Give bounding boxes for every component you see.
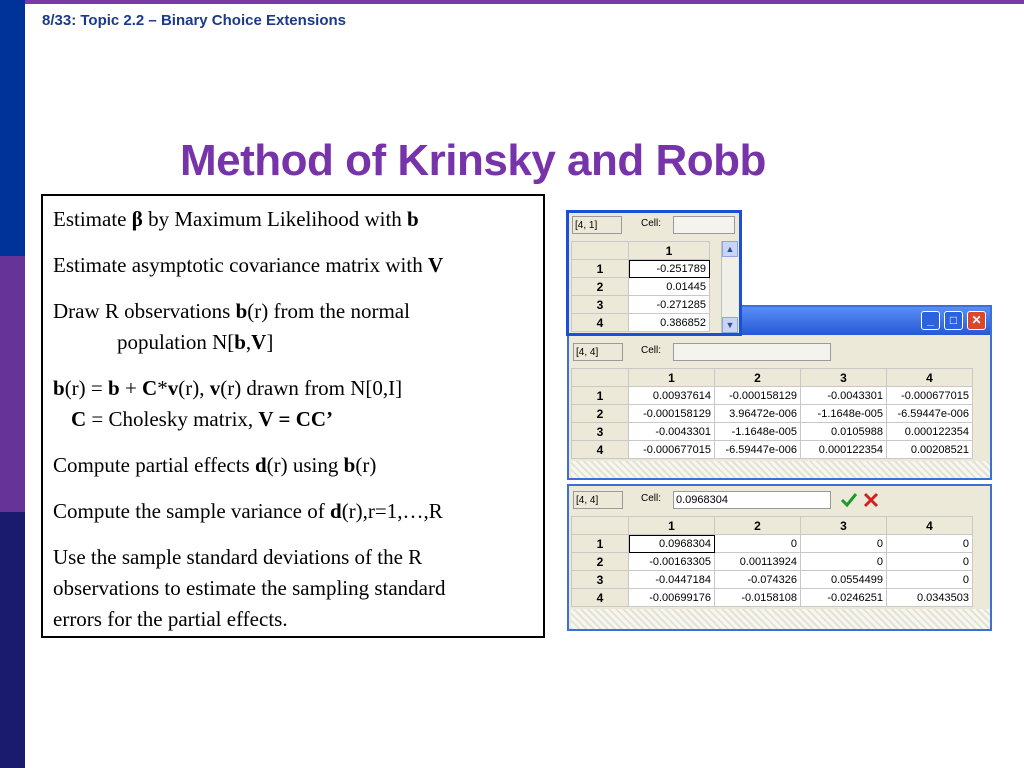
grid-header-row [572,242,710,260]
grid-cell[interactable]: 0 [801,553,887,571]
grid-cell[interactable]: -0.271285 [629,296,710,314]
grid-cell[interactable]: -6.59447e-006 [715,441,801,459]
grid-cell[interactable]: -0.00699176 [629,589,715,607]
row-header[interactable]: 2 [572,553,629,571]
beta-vector-grid [571,241,710,332]
check-icon[interactable] [839,491,859,509]
grid-cell[interactable]: -1.1648e-005 [801,405,887,423]
grid-cell[interactable]: 0 [887,553,973,571]
col-header[interactable]: 1 [629,517,715,535]
table-row [572,296,710,314]
col-header[interactable]: 4 [887,369,973,387]
table-row [572,553,973,571]
side-bar-top [0,0,25,256]
grid-cell[interactable]: -0.0043301 [801,387,887,405]
vertical-scrollbar[interactable] [721,241,738,333]
grid-cell[interactable]: -1.1648e-005 [715,423,801,441]
cholesky-matrix-window [567,484,992,631]
maximize-button[interactable]: □ [944,311,963,330]
cell-address: [4, 1] [572,216,622,234]
grid-cell[interactable]: 0.0105988 [801,423,887,441]
row-header[interactable]: 4 [572,314,629,332]
step-draw-formula: b(r) = b + C*v(r), v(r) drawn from N[0,I] C = Cholesky matrix, V = CC’ [53,373,543,435]
grid-cell[interactable]: 0.0343503 [887,589,973,607]
corner-cell [572,369,629,387]
side-bar-middle [0,256,25,512]
table-row [572,278,710,296]
grid-cell[interactable]: 0.386852 [629,314,710,332]
step-standard-errors: Use the sample standard deviations of the R observations to estimate the sampling standard errors for the partial effects. [53,545,446,631]
slide-title: Method of Krinsky and Robb [180,136,766,185]
row-header[interactable]: 2 [572,405,629,423]
cell-value-input[interactable] [673,216,735,234]
grid-cell-selected[interactable]: -0.251789 [629,260,710,278]
row-header[interactable]: 3 [572,571,629,589]
grid-empty-area [571,461,990,478]
row-header[interactable]: 1 [572,260,629,278]
slide-header: 8/33: Topic 2.2 – Binary Choice Extensions [42,12,346,29]
grid-cell[interactable]: 0 [887,571,973,589]
grid-header-row [572,517,973,535]
grid-cell[interactable]: -0.074326 [715,571,801,589]
grid-cell[interactable]: -6.59447e-006 [887,405,973,423]
col-header[interactable]: 4 [887,517,973,535]
grid-cell[interactable]: -0.0246251 [801,589,887,607]
col-header[interactable]: 3 [801,517,887,535]
grid-cell[interactable]: 0.0554499 [801,571,887,589]
grid-header-row [572,369,973,387]
col-header[interactable]: 2 [715,369,801,387]
row-header[interactable]: 3 [572,296,629,314]
grid-cell[interactable]: -0.000158129 [715,387,801,405]
grid-cell[interactable]: 0.00113924 [715,553,801,571]
grid-cell[interactable]: 0.00208521 [887,441,973,459]
table-row [572,260,710,278]
cell-label: Cell: [641,218,662,229]
col-header[interactable]: 2 [715,517,801,535]
table-row [572,423,973,441]
grid-cell[interactable]: 0 [801,535,887,553]
grid-cell[interactable]: 3.96472e-006 [715,405,801,423]
grid-cell[interactable]: -0.000677015 [887,387,973,405]
grid-cell-selected[interactable]: 0.0968304 [629,535,715,553]
grid-cell[interactable]: 0.000122354 [801,441,887,459]
table-row [572,571,973,589]
table-row [572,535,973,553]
grid-cell[interactable]: -0.0447184 [629,571,715,589]
row-header[interactable]: 1 [572,387,629,405]
row-header[interactable]: 4 [572,441,629,459]
table-row [572,405,973,423]
cell-address: [4, 4] [573,343,623,361]
minimize-button[interactable]: _ [921,311,940,330]
row-header[interactable]: 4 [572,589,629,607]
cell-label: Cell: [641,345,662,356]
step-estimate-covariance: Estimate asymptotic covariance matrix with V [53,253,444,277]
scroll-up-icon[interactable]: ▲ [722,241,738,257]
grid-cell[interactable]: -0.0043301 [629,423,715,441]
step-draw-observations: Draw R observations b(r) from the normal population N[b,V] [53,299,410,354]
close-button[interactable]: ✕ [967,311,986,330]
row-header[interactable]: 3 [572,423,629,441]
grid-cell[interactable]: 0.00937614 [629,387,715,405]
cell-value-input[interactable]: 0.0968304 [673,491,831,509]
method-steps-box [41,194,545,638]
step-partial-effects: Compute partial effects d(r) using b(r) [53,453,377,477]
top-rule [25,0,1024,4]
scroll-down-icon[interactable]: ▼ [722,317,738,333]
grid-cell[interactable]: -0.000158129 [629,405,715,423]
grid-cell[interactable]: 0.000122354 [887,423,973,441]
step-cholesky: C = Cholesky matrix, V = CC’ [71,407,334,431]
cancel-x-icon[interactable] [861,491,881,509]
beta-vector-window [566,210,742,336]
table-row [572,441,973,459]
step-estimate-beta: Estimate β by Maximum Likelihood with b [53,207,419,231]
grid-cell[interactable]: 0 [887,535,973,553]
col-header[interactable]: 1 [629,242,710,260]
grid-cell[interactable]: 0 [715,535,801,553]
covariance-grid [571,368,973,459]
cell-address: [4, 4] [573,491,623,509]
grid-cell[interactable]: -0.00163305 [629,553,715,571]
side-bar-bottom [0,512,25,768]
table-row [572,589,973,607]
corner-cell [572,242,629,260]
cell-value-input[interactable] [673,343,831,361]
col-header[interactable]: 3 [801,369,887,387]
row-header[interactable]: 2 [572,278,629,296]
grid-cell[interactable]: 0.01445 [629,278,710,296]
table-row [572,387,973,405]
cholesky-grid [571,516,973,607]
grid-cell[interactable]: -0.0158108 [715,589,801,607]
table-row [572,314,710,332]
cell-label: Cell: [641,493,662,504]
step-sample-variance: Compute the sample variance of d(r),r=1,…,R [53,499,443,523]
row-header[interactable]: 1 [572,535,629,553]
col-header[interactable]: 1 [629,369,715,387]
grid-cell[interactable]: -0.000677015 [629,441,715,459]
corner-cell [572,517,629,535]
grid-empty-area [571,609,990,629]
